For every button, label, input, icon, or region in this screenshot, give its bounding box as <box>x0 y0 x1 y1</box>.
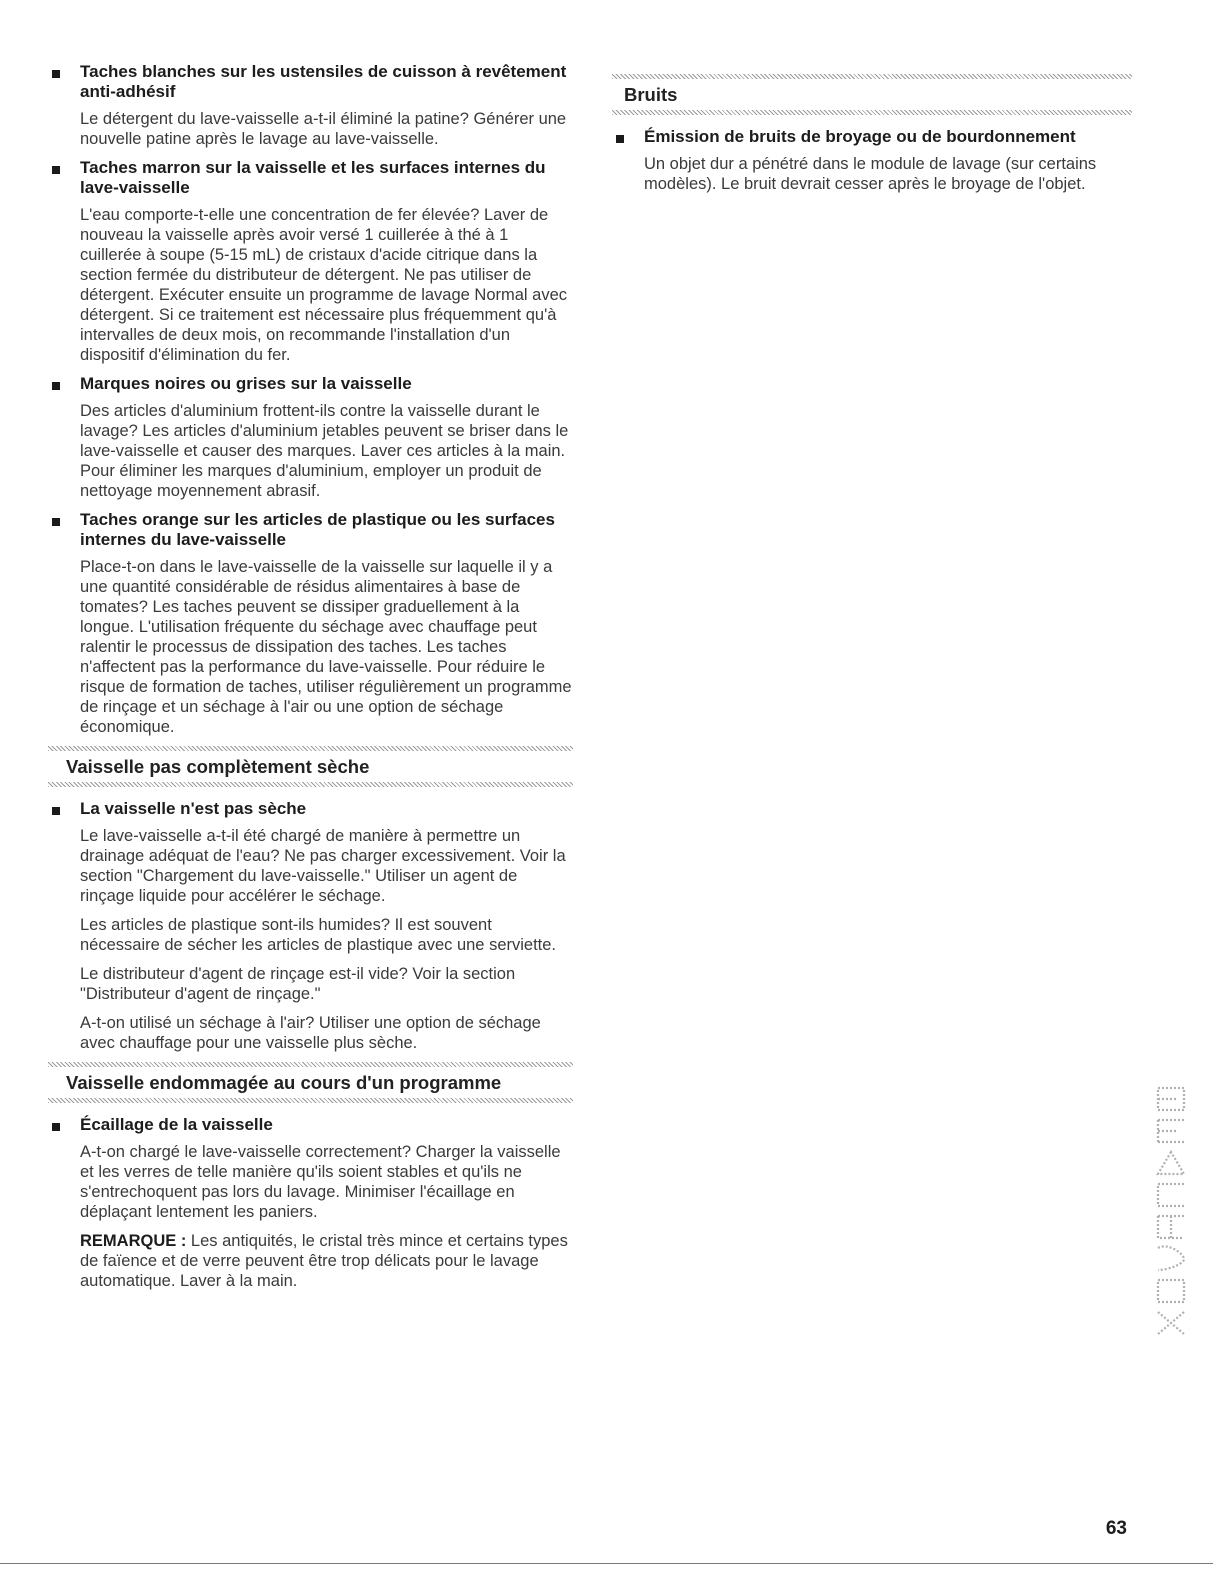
note-text: Les antiquités, le cristal très mince et certains types de faïence et de verre peuvent être trop délicats pour le lavage automatique. Laver à la main. <box>80 1232 568 1290</box>
troubleshoot-item-dishes-not-dry <box>48 799 573 1053</box>
left-items-group <box>48 62 573 737</box>
troubleshoot-item <box>48 158 573 365</box>
note-paragraph <box>80 1231 573 1291</box>
item-paragraph: Un objet dur a pénétré dans le module de lavage (sur certains modèles). Le bruit devrait cesser après le broyage de l'objet. <box>644 155 1097 193</box>
item-paragraph: Place-t-on dans le lave-vaisselle de la vaisselle sur laquelle il y a une quantité considérable de résidus alimentaires à base de tomates? Les taches peuvent se dissiper graduellement à la longue. L'utilisation fréquente du séchage avec chauffage peut ralentir le processus de dissipation des taches. Les taches n'affectent pas la performance du lave-vaisselle. Pour réduire le risque de formation de taches, utiliser régulièrement un programme de rinçage et un séchage à l'air ou une option de séchage économique. <box>80 558 572 736</box>
section-header-damaged-dishes <box>48 1062 573 1103</box>
section-title: Vaisselle pas complètement sèche <box>66 756 370 777</box>
square-bullet-icon <box>52 382 60 390</box>
section-divider-bottom <box>612 110 1132 115</box>
left-column <box>48 62 573 1300</box>
square-bullet-icon <box>52 166 60 174</box>
item-paragraph: Le distributeur d'agent de rinçage est-il vide? Voir la section "Distributeur d'agent de rinçage." <box>80 965 516 1003</box>
item-paragraph: Des articles d'aluminium frottent-ils contre la vaisselle durant le lavage? Les articles d'aluminium jetables peuvent se briser dans le lave-vaisselle et causer des marques. Laver ces articles à la main. Pour éliminer les marques d'aluminium, employer un produit de nettoyage moyennement abrasif. <box>80 402 569 500</box>
section-header-noises <box>612 74 1132 115</box>
troubleshoot-item <box>48 374 573 501</box>
item-title: Écaillage de la vaisselle <box>80 1115 273 1134</box>
item-paragraph: L'eau comporte-t-elle une concentration de fer élevée? Laver de nouveau la vaisselle après avoir versé 1 cuillerée à thé à 1 cuillerée à soupe (5-15 mL) de cristaux d'acide citrique dans la section fermée du distributeur de détergent. Ne pas utiliser de détergent. Exécuter ensuite un programme de lavage Normal avec détergent. Si ce traitement est nécessaire plus fréquemment qu'à intervalles de deux mois, on recommande l'installation d'un dispositif d'élimination du fer. <box>80 206 568 364</box>
right-column <box>612 62 1132 203</box>
troubleshoot-item <box>48 510 573 737</box>
section-header-dishes-not-dry <box>48 746 573 787</box>
section-title: Vaisselle endommagée au cours d'un programme <box>66 1072 502 1093</box>
troubleshoot-item <box>48 62 573 149</box>
square-bullet-icon <box>52 70 60 78</box>
item-paragraph: Le détergent du lave-vaisselle a-t-il éliminé la patine? Générer une nouvelle patine après le lavage au lave-vaisselle. <box>80 110 567 148</box>
section-title: Bruits <box>624 84 678 105</box>
troubleshoot-item-chipping <box>48 1115 573 1291</box>
item-paragraph: A-t-on utilisé un séchage à l'air? Utiliser une option de séchage avec chauffage pour une vaisselle plus sèche. <box>80 1014 541 1052</box>
troubleshoot-item-grinding-noise <box>612 127 1132 194</box>
square-bullet-icon <box>52 807 60 815</box>
item-title: La vaisselle n'est pas sèche <box>80 799 307 818</box>
item-paragraph: A-t-on chargé le lave-vaisselle correctement? Charger la vaisselle et les verres de telle manière qu'ils soient stables et qu'ils ne s'entrechoquent pas lors du lavage. Minimiser l'écaillage en déplaçant lentement les paniers. <box>80 1143 561 1221</box>
section-divider-bottom <box>48 782 573 787</box>
section-divider-bottom <box>48 1098 573 1103</box>
side-watermark-icon <box>1150 1078 1192 1348</box>
item-title: Taches blanches sur les ustensiles de cuisson à revêtement anti-adhésif <box>80 62 567 101</box>
note-label: REMARQUE : <box>80 1232 187 1250</box>
bottom-rule <box>0 1563 1213 1564</box>
square-bullet-icon <box>616 135 624 143</box>
square-bullet-icon <box>52 518 60 526</box>
item-title: Émission de bruits de broyage ou de bourdonnement <box>644 127 1076 146</box>
item-paragraph: Le lave-vaisselle a-t-il été chargé de manière à permettre un drainage adéquat de l'eau? Ne pas charger excessivement. Voir la section "Chargement du lave-vaisselle." Utiliser un agent de rinçage liquide pour accélérer le séchage. <box>80 827 566 905</box>
item-title: Marques noires ou grises sur la vaisselle <box>80 374 412 393</box>
item-title: Taches orange sur les articles de plastique ou les surfaces internes du lave-vaisselle <box>80 510 555 549</box>
item-paragraph: Les articles de plastique sont-ils humides? Il est souvent nécessaire de sécher les articles de plastique avec une serviette. <box>80 916 557 954</box>
page-number: 63 <box>1105 1518 1127 1539</box>
square-bullet-icon <box>52 1123 60 1131</box>
item-title: Taches marron sur la vaisselle et les surfaces internes du lave-vaisselle <box>80 158 546 197</box>
